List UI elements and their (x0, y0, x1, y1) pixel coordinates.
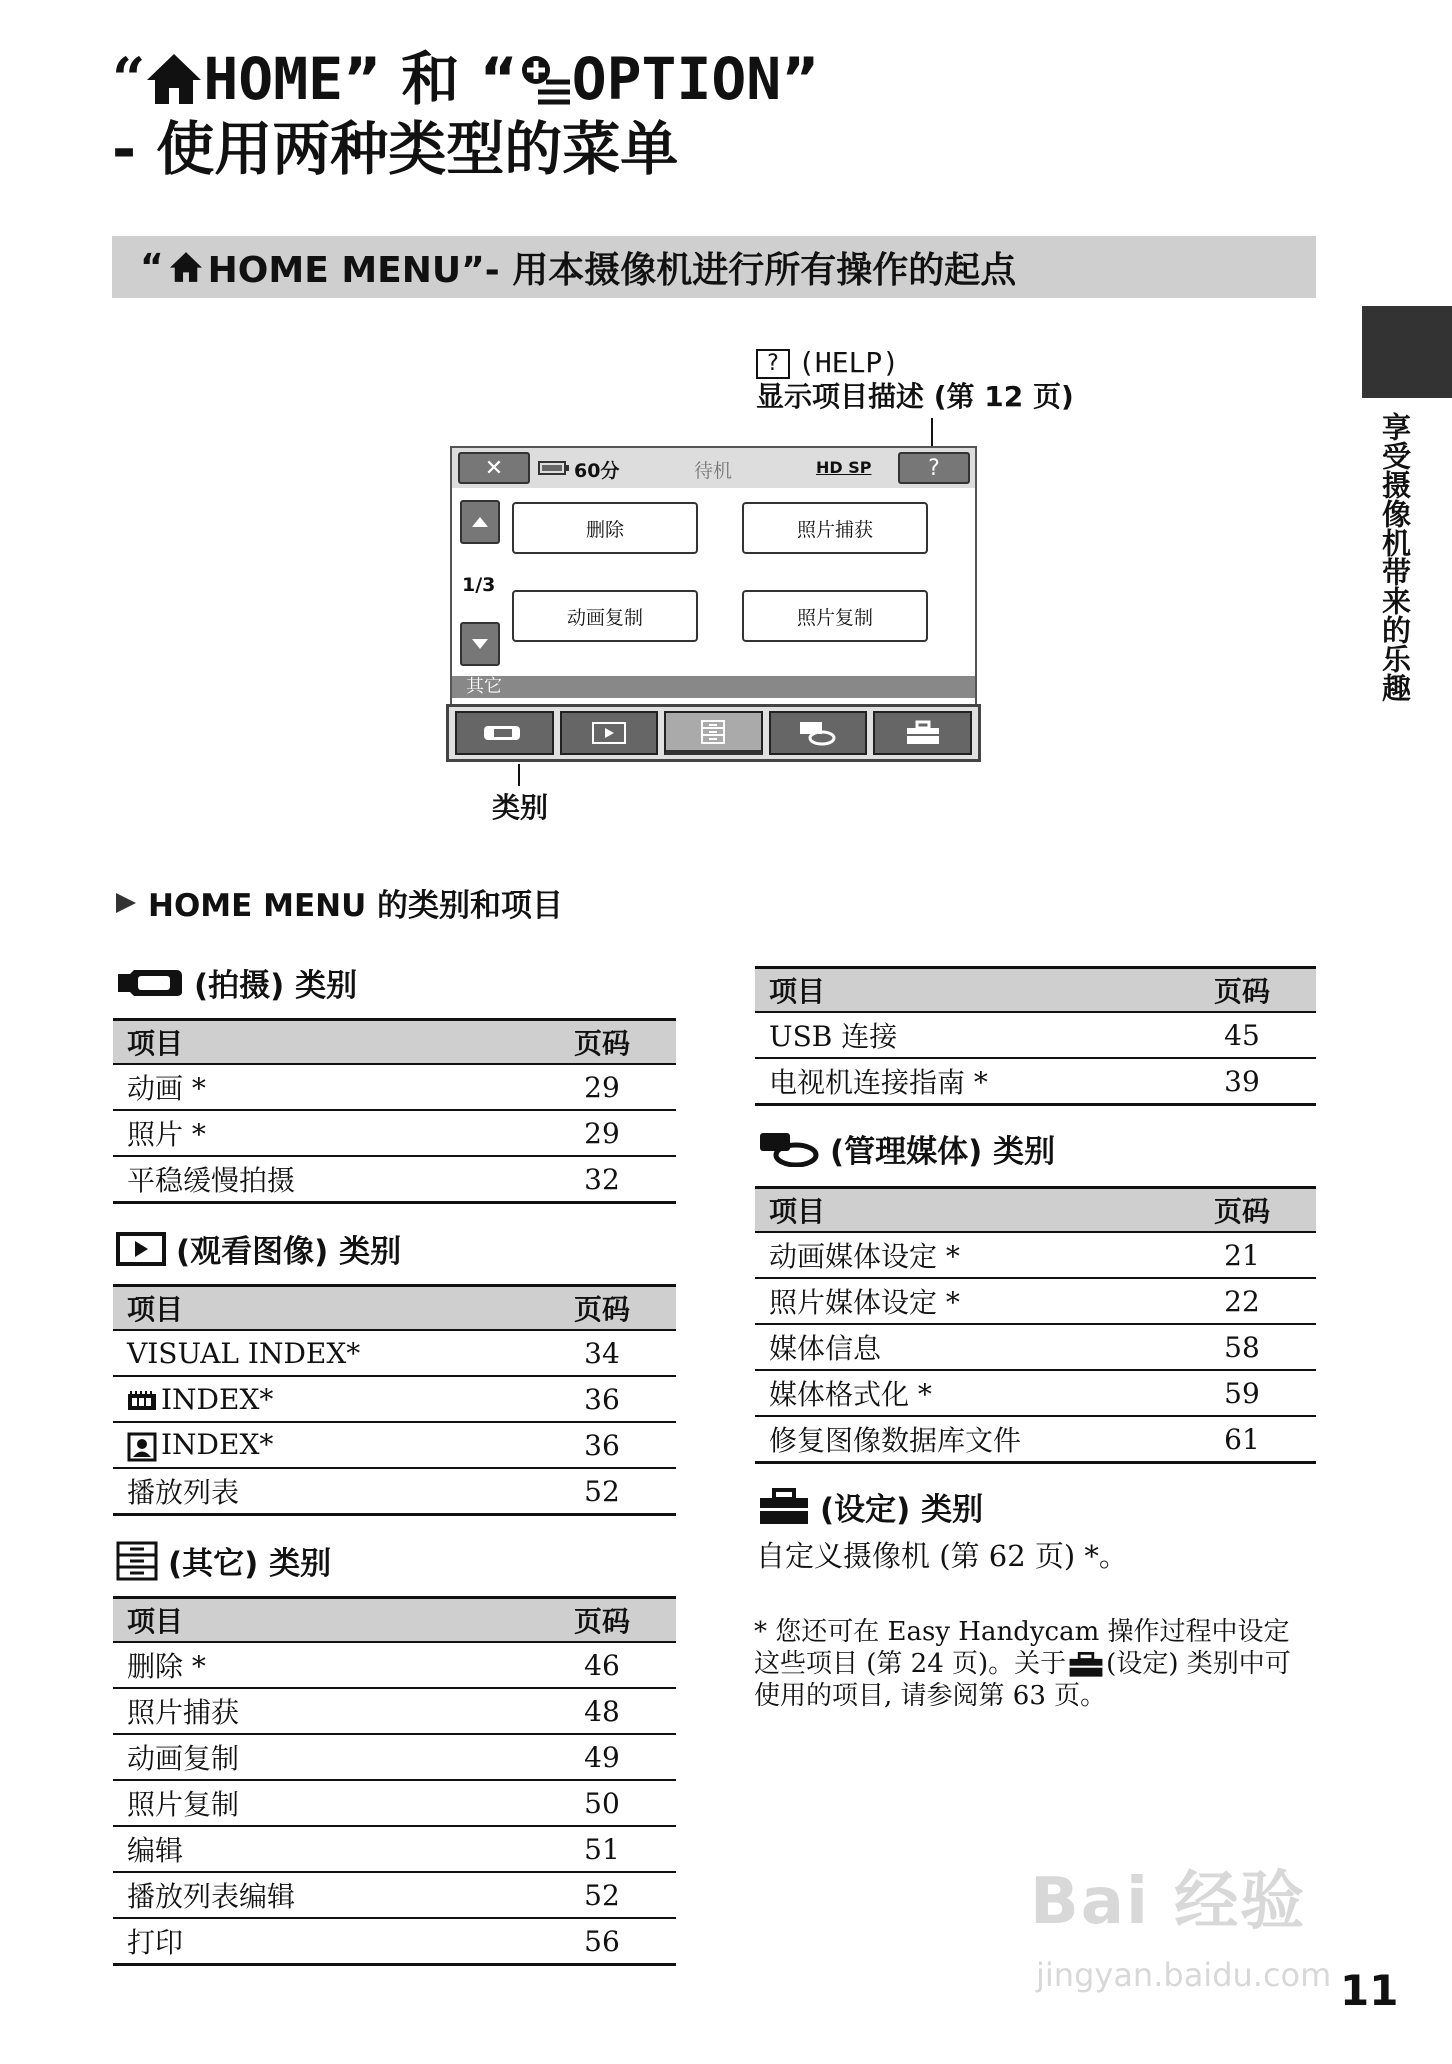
scroll-down-button[interactable] (460, 622, 500, 666)
row-item: 照片捕获 (113, 1688, 528, 1734)
home-menu-screen (450, 446, 977, 762)
play-icon (116, 1232, 166, 1266)
subhead-text: HOME MENU 的类别和项目 (148, 888, 564, 924)
row-page: 52 (528, 1872, 676, 1918)
table-shooting (113, 1018, 676, 1204)
table-row (113, 1734, 676, 1780)
row-page: 49 (528, 1734, 676, 1780)
camera-icon (482, 723, 526, 743)
heading-shooting-text: (拍摄) 类别 (194, 968, 358, 1004)
row-page: 59 (1168, 1370, 1316, 1416)
row-page: 39 (1168, 1058, 1316, 1105)
banner-text: HOME MENU”- 用本摄像机进行所有操作的起点 (207, 249, 1017, 291)
row-item-face-index (113, 1422, 528, 1468)
row-page: 34 (528, 1330, 676, 1376)
heading-media (758, 1126, 1055, 1171)
category-callout-line (518, 764, 520, 786)
row-item: 媒体格式化 * (755, 1370, 1168, 1416)
quality-indicator: HD SP (816, 458, 872, 477)
row-item: VISUAL INDEX* (113, 1330, 528, 1376)
media-icon (758, 1131, 820, 1167)
menu-item-movie-dub[interactable]: 动画复制 (512, 590, 698, 642)
row-page: 32 (528, 1156, 676, 1203)
col-item: 项目 (113, 1598, 528, 1643)
table-row (113, 1468, 676, 1515)
row-item: 照片媒体设定 * (755, 1278, 1168, 1324)
row-page: 48 (528, 1688, 676, 1734)
tab-settings[interactable] (873, 711, 972, 755)
watermark: Bai 经验 (1030, 1865, 1307, 1939)
toolbox-icon (905, 720, 941, 746)
row-item: INDEX* (161, 1428, 274, 1462)
page-title (112, 44, 1012, 184)
row-item: 删除 * (113, 1642, 528, 1688)
watermark-url: jingyan.baidu.com (1036, 1956, 1332, 1994)
table-row (755, 1324, 1316, 1370)
row-page: 29 (528, 1064, 676, 1110)
row-item: 照片 * (113, 1110, 528, 1156)
help-callout (756, 346, 1074, 414)
title-open-quote: “ (112, 45, 146, 113)
row-page: 56 (528, 1918, 676, 1965)
table-row (755, 1058, 1316, 1105)
play-icon (592, 722, 626, 744)
page-number: 11 (1340, 1966, 1399, 2015)
row-page: 52 (528, 1468, 676, 1515)
row-item: 动画媒体设定 * (755, 1232, 1168, 1278)
table-row (113, 1064, 676, 1110)
film-roll-icon (127, 1390, 157, 1412)
col-item: 项目 (755, 1188, 1168, 1233)
row-page: 61 (1168, 1416, 1316, 1463)
others-icon (700, 719, 726, 745)
page-indicator: 1/3 (462, 574, 496, 596)
heading-others-text: (其它) 类别 (168, 1546, 332, 1582)
row-page: 50 (528, 1780, 676, 1826)
tab-viewing[interactable] (560, 711, 659, 755)
table-others-continued (755, 966, 1316, 1106)
col-page: 页码 (1168, 968, 1316, 1013)
side-tab-block (1362, 306, 1452, 398)
menu-item-delete[interactable]: 删除 (512, 502, 698, 554)
tab-others[interactable] (664, 711, 763, 755)
table-row (755, 1232, 1316, 1278)
col-item: 项目 (755, 968, 1168, 1013)
table-row (755, 1012, 1316, 1058)
heading-viewing-text: (观看图像) 类别 (176, 1234, 402, 1270)
row-item: 电视机连接指南 * (755, 1058, 1168, 1105)
table-row (113, 1642, 676, 1688)
tab-media[interactable] (769, 711, 868, 755)
media-icon (798, 720, 838, 746)
row-item: 媒体信息 (755, 1324, 1168, 1370)
row-page: 36 (528, 1376, 676, 1422)
title-close-quote: ” (781, 45, 820, 113)
table-row (113, 1688, 676, 1734)
col-item: 项目 (113, 1020, 528, 1065)
table-row (113, 1110, 676, 1156)
arrow-down-icon (472, 639, 488, 649)
row-item: 播放列表编辑 (113, 1872, 528, 1918)
row-page: 46 (528, 1642, 676, 1688)
home-icon (168, 251, 204, 283)
status-text: 待机 (694, 460, 733, 482)
side-chapter-text: 享受摄像机带来的乐趣 (1378, 412, 1412, 702)
heading-viewing (116, 1226, 401, 1271)
category-tabs (446, 704, 981, 762)
category-callout: 类别 (492, 791, 549, 824)
home-icon (145, 52, 203, 106)
table-row (113, 1826, 676, 1872)
col-page: 页码 (1168, 1188, 1316, 1233)
table-row (755, 1416, 1316, 1463)
option-icon (518, 52, 572, 106)
row-page: 45 (1168, 1012, 1316, 1058)
category-name-bar: 其它 (452, 676, 975, 698)
toolbox-icon (1066, 1652, 1106, 1678)
toolbox-icon (758, 1488, 810, 1526)
table-row (755, 1370, 1316, 1416)
section-banner (112, 236, 1316, 298)
others-icon (116, 1541, 158, 1581)
help-button[interactable]: ? (898, 452, 970, 484)
title-mid: ” 和 “ (343, 45, 518, 113)
col-page: 页码 (528, 1020, 676, 1065)
row-item: 平稳缓慢拍摄 (113, 1156, 528, 1203)
title-home: HOME (203, 45, 344, 113)
row-item: 照片复制 (113, 1780, 528, 1826)
table-row (755, 1278, 1316, 1324)
col-item: 项目 (113, 1286, 528, 1331)
row-page: 51 (528, 1826, 676, 1872)
battery-icon (538, 461, 570, 475)
triangle-bullet-icon (114, 891, 138, 915)
subhead (114, 880, 563, 925)
tab-shooting[interactable] (455, 711, 554, 755)
camera-icon (116, 966, 184, 1000)
row-page: 58 (1168, 1324, 1316, 1370)
table-row (113, 1330, 676, 1376)
table-row (113, 1780, 676, 1826)
row-item: 打印 (113, 1918, 528, 1965)
row-item: 动画 * (113, 1064, 528, 1110)
close-button[interactable]: ✕ (458, 452, 530, 484)
row-item: 动画复制 (113, 1734, 528, 1780)
settings-text: 自定义摄像机 (第 62 页) *。 (756, 1539, 1128, 1573)
title-option: OPTION (571, 45, 782, 113)
row-item: USB 连接 (755, 1012, 1168, 1058)
table-viewing (113, 1284, 676, 1516)
help-box-icon: ? (756, 349, 790, 379)
row-page: 36 (528, 1422, 676, 1468)
table-row (113, 1376, 676, 1422)
row-page: 29 (528, 1110, 676, 1156)
table-media (755, 1186, 1316, 1464)
table-row (113, 1918, 676, 1965)
table-row (113, 1156, 676, 1203)
col-page: 页码 (528, 1286, 676, 1331)
table-row (113, 1872, 676, 1918)
scroll-up-button[interactable] (460, 500, 500, 544)
heading-settings-text: (设定) 类别 (820, 1492, 984, 1528)
footnote-part2: (设定) 类别中可使用的项目, 请参阅第 63 页。 (754, 1649, 1291, 1711)
title-line2: - 使用两种类型的菜单 (112, 115, 679, 183)
heading-settings (758, 1484, 983, 1529)
row-page: 21 (1168, 1232, 1316, 1278)
help-callout-line2: 显示项目描述 (第 12 页) (756, 380, 1074, 413)
col-page: 页码 (528, 1598, 676, 1643)
heading-media-text: (管理媒体) 类别 (830, 1134, 1056, 1170)
row-item: 修复图像数据库文件 (755, 1416, 1168, 1463)
banner-open-quote: “ (140, 246, 164, 288)
menu-item-photo-copy[interactable]: 照片复制 (742, 590, 928, 642)
face-index-icon (127, 1432, 157, 1462)
row-page: 22 (1168, 1278, 1316, 1324)
heading-others (116, 1538, 331, 1583)
battery-remaining: 60分 (574, 460, 620, 482)
table-others (113, 1596, 676, 1966)
arrow-up-icon (472, 517, 488, 527)
help-callout-line1: (HELP) (798, 346, 900, 379)
table-row (113, 1422, 676, 1468)
menu-item-photo-capture[interactable]: 照片捕获 (742, 502, 928, 554)
footnote (754, 1616, 1314, 1712)
row-item: 编辑 (113, 1826, 528, 1872)
row-item: INDEX* (161, 1382, 274, 1416)
row-item-film-index (113, 1376, 528, 1422)
heading-shooting (116, 960, 357, 1005)
row-item: 播放列表 (113, 1468, 528, 1515)
footnote-part1: * 您还可在 Easy Handycam 操作过程中设定这些项目 (第 24 页)。关于 (754, 1617, 1290, 1679)
